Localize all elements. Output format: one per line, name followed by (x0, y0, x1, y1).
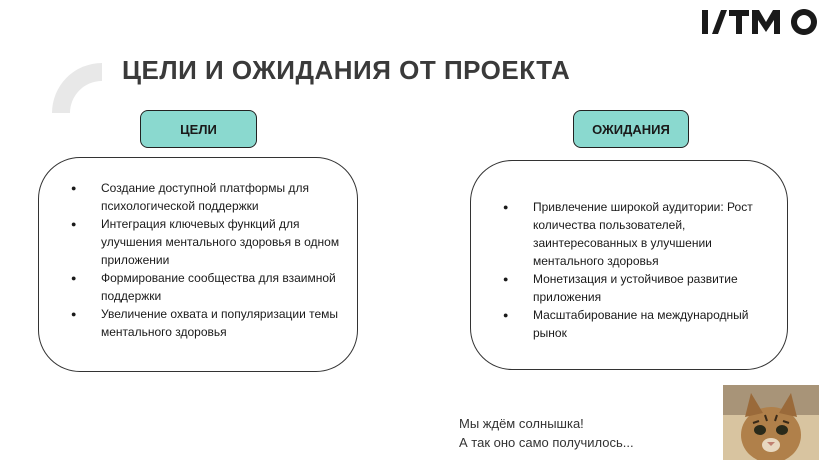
bullet-icon: ● (503, 274, 509, 284)
cat-photo (723, 385, 819, 460)
caption-line-1: Мы ждём солнышка! (459, 416, 584, 431)
goals-label: ЦЕЛИ (140, 110, 257, 148)
goal-text: Создание доступной платформы для психологической поддержки (101, 181, 309, 213)
bullet-icon: ● (503, 310, 509, 320)
itmo-logo (700, 6, 824, 38)
goals-card (38, 157, 358, 372)
list-item (71, 215, 341, 269)
bullet-icon: ● (71, 309, 77, 319)
list-item (71, 305, 341, 341)
bullet-icon: ● (71, 273, 77, 283)
caption (459, 414, 634, 452)
goals-list (71, 179, 341, 341)
caption-line-2: А так оно само получилось... (459, 435, 634, 450)
page-title: ЦЕЛИ И ОЖИДАНИЯ ОТ ПРОЕКТА (122, 55, 571, 85)
goal-text: Интеграция ключевых функций для улучшения ментального здоровья в одном приложении (101, 217, 340, 267)
bullet-icon: ● (503, 202, 509, 212)
list-item (71, 269, 341, 305)
bullet-icon: ● (71, 219, 77, 229)
list-item (71, 179, 341, 215)
bullet-icon: ● (71, 183, 77, 193)
expectations-label: ОЖИДАНИЯ (573, 110, 689, 148)
list-item (503, 270, 778, 306)
expectations-card (470, 160, 788, 370)
expectation-text: Масштабирование на международный рынок (533, 308, 749, 340)
expectations-list (503, 198, 778, 342)
goal-text: Увеличение охвата и популяризации темы ментального здоровья (101, 307, 339, 339)
expectation-text: Монетизация и устойчивое развитие приложения (533, 272, 738, 304)
goal-text: Формирование сообщества для взаимной поддержки (101, 271, 336, 303)
quarter-ring-decoration-icon (52, 63, 102, 113)
expectation-text: Привлечение широкой аудитории: Рост количества пользователей, заинтересованных в улучшении ментального здоровья (533, 200, 753, 268)
list-item (503, 306, 778, 342)
list-item (503, 198, 778, 270)
